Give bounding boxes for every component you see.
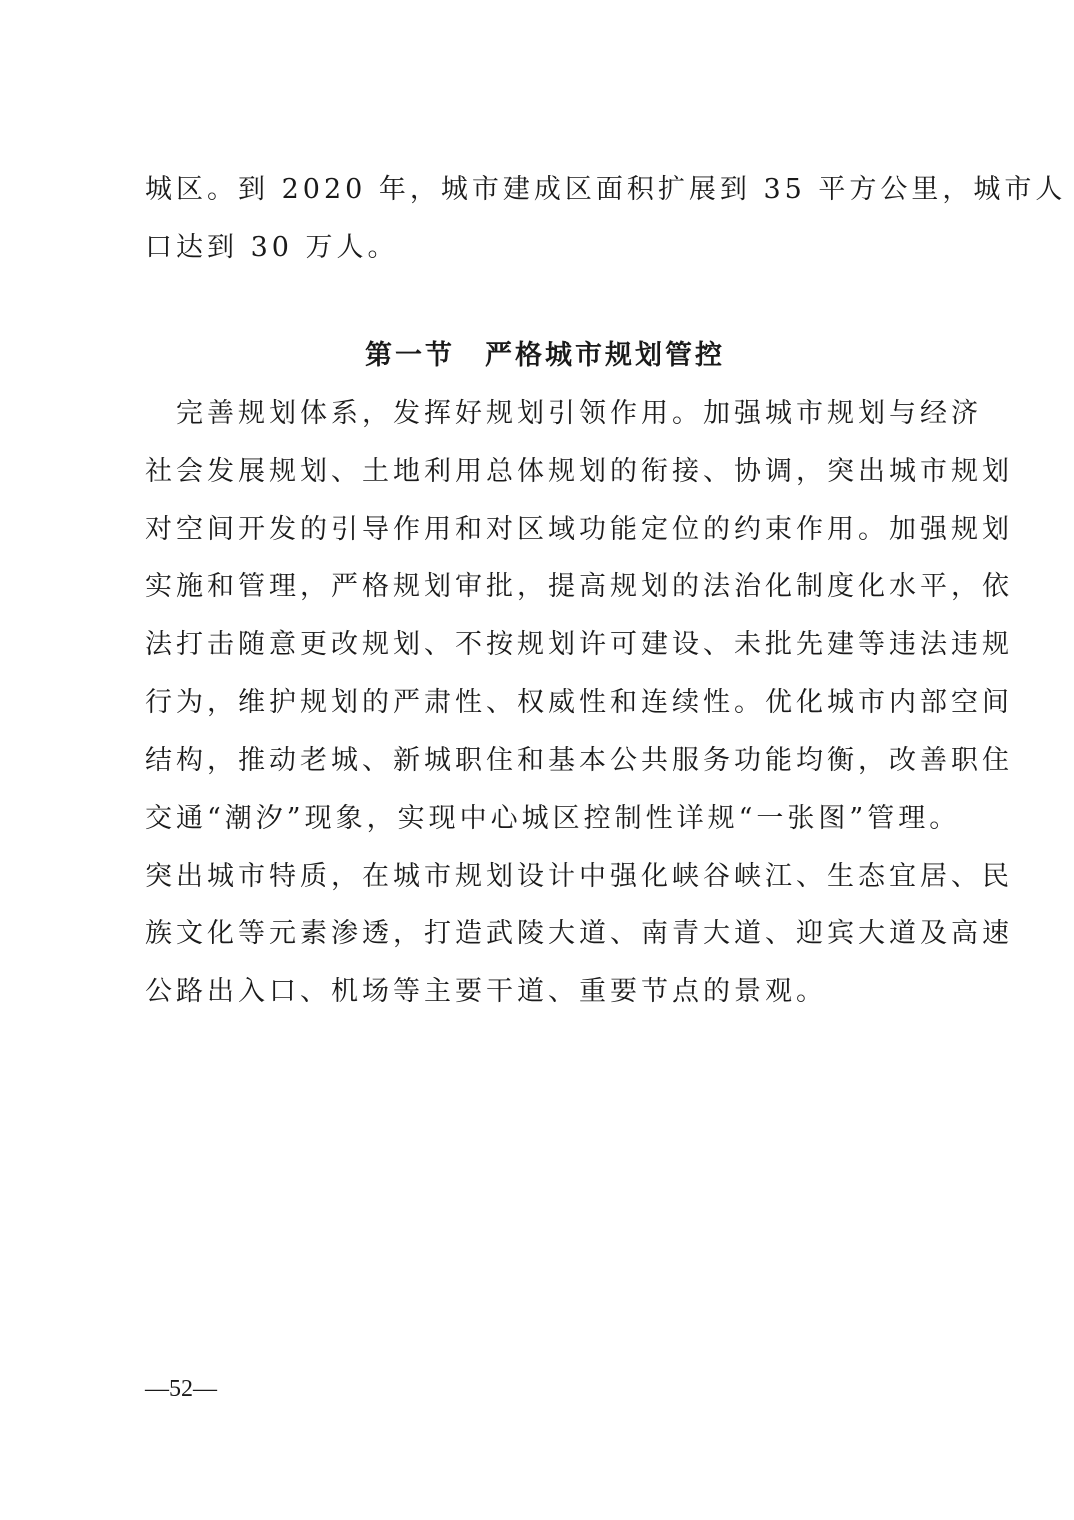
paragraph-line-9: 突出城市特质，在城市规划设计中强化峡谷峡江、生态宜居、民 [145,861,1013,892]
section-title: 第一节 严格城市规划管控 [365,340,725,371]
paragraph-line-4: 实施和管理，严格规划审批，提高规划的法治化制度化水平，依 [145,571,1013,602]
paragraph-line-6: 行为，维护规划的严肃性、权威性和连续性。优化城市内部空间 [145,687,1013,718]
paragraph-line-3: 对空间开发的引导作用和对区域功能定位的约束作用。加强规划 [145,514,1013,545]
page-number: —52— [145,1376,217,1402]
paragraph-line-5: 法打击随意更改规划、不按规划许可建设、未批先建等违法违规 [145,629,1013,660]
paragraph-line-10: 族文化等元素渗透，打造武陵大道、南青大道、迎宾大道及高速 [145,918,1013,949]
paragraph-line-7: 结构，推动老城、新城职住和基本公共服务功能均衡，改善职住 [145,745,1013,776]
intro-line-2: 口达到 30 万人。 [145,232,399,263]
paragraph-line-1: 完善规划体系，发挥好规划引领作用。加强城市规划与经济 [145,398,982,429]
paragraph-line-2: 社会发展规划、土地利用总体规划的衔接、协调，突出城市规划 [145,456,1013,487]
paragraph-line-8: 交通“潮汐”现象，实现中心城区控制性详规“一张图”管理。 [145,803,961,834]
intro-line-1: 城区。到 2020 年，城市建成区面积扩展到 35 平方公里，城市人 [145,174,1067,205]
paragraph-line-11: 公路出入口、机场等主要干道、重要节点的景观。 [145,976,827,1007]
